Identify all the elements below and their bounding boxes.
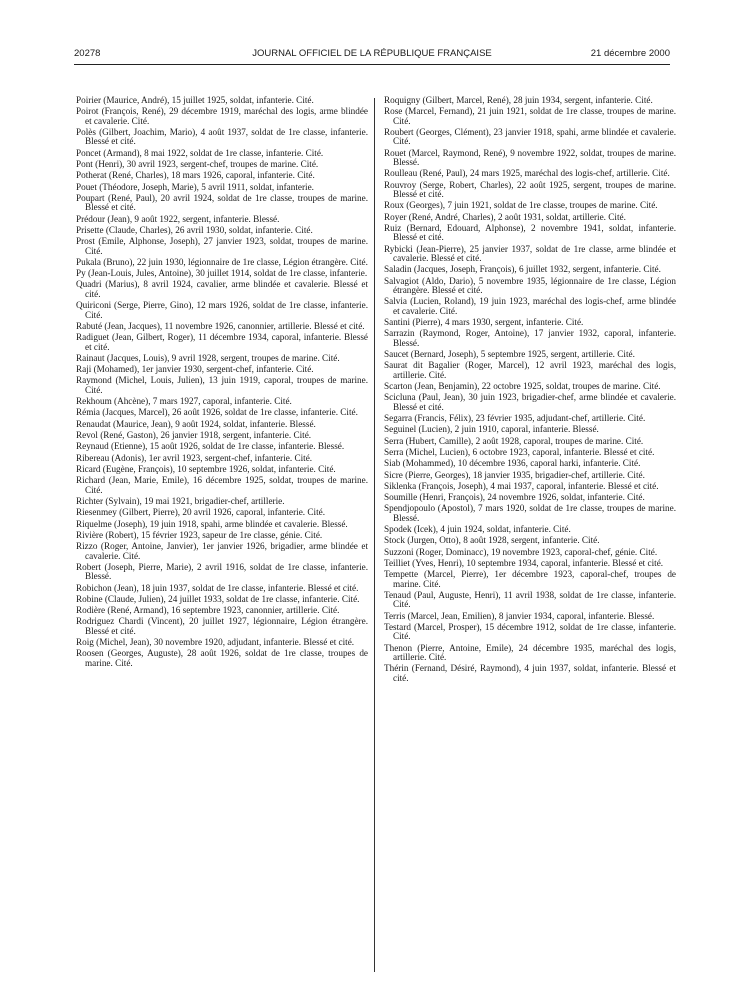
list-item: Roulleau (René, Paul), 24 mars 1925, maréchal des logis-chef, artillerie. Cité. — [384, 168, 670, 179]
list-item: Raymond (Michel, Louis, Julien), 13 juin 1919, caporal, troupes de marine. Cité. — [76, 375, 368, 395]
list-item: Serra (Hubert, Camille), 2 août 1928, caporal, troupes de marine. Cité. — [384, 435, 644, 446]
list-item: Prisette (Claude, Charles), 26 avril 1930, soldat, infanterie. Cité. — [76, 224, 313, 235]
list-item: Pouet (Théodore, Joseph, Marie), 5 avril 1911, soldat, infanterie. — [76, 181, 314, 192]
list-item: Ribereau (Adonis), 1er avril 1923, sergent-chef, infanterie. Cité. — [76, 452, 313, 463]
list-item: Salvagiot (Aldo, Dario), 5 novembre 1935, légionnaire de 1re classe, Légion étrangère. Blessé et cité. — [384, 275, 676, 296]
list-item: Sarrazin (Raymond, Roger, Antoine), 17 janvier 1932, caporal, infanterie. Blessé. — [384, 328, 676, 348]
list-item: Tenaud (Paul, Auguste, Henri), 11 avril 1938, soldat de 1re classe, infanterie. Cité. — [384, 590, 676, 610]
list-item: Prost (Emile, Alphonse, Joseph), 27 janvier 1923, soldat, troupes de marine. Cité. — [76, 236, 368, 256]
list-item: Roquigny (Gilbert, Marcel, René), 28 juin 1934, sergent, infanterie. Cité. — [384, 95, 653, 105]
list-item: Revol (René, Gaston), 26 janvier 1918, sergent, infanterie. Cité. — [76, 430, 312, 441]
list-item: Saucet (Bernard, Joseph), 5 septembre 1925, sergent, artillerie. Cité. — [384, 349, 635, 360]
list-item: Riquelme (Joseph), 19 juin 1918, spahi, arme blindée et cavalerie. Blessé. — [76, 518, 348, 529]
list-item: Raji (Mohamed), 1er janvier 1930, sergent-chef, infanterie. Cité. — [76, 364, 314, 375]
list-item: Radiguet (Jean, Gilbert, Roger), 11 décembre 1934, caporal, infanterie. Blessé et cité. — [76, 332, 368, 352]
list-item: Rodière (René, Armand), 16 septembre 1923, canonnier, artillerie. Cité. — [76, 605, 340, 616]
list-item: Rainaut (Jacques, Louis), 9 avril 1928, sergent, troupes de marine. Cité. — [76, 352, 340, 363]
list-item: Robert (Joseph, Pierre, Marie), 2 avril 1916, soldat de 1re classe, infanterie. Blessé. — [76, 561, 368, 582]
list-item: Potherat (René, Charles), 18 mars 1926, caporal, infanterie. Cité. — [76, 170, 315, 181]
list-item: Pont (Henri), 30 avril 1923, sergent-chef, troupes de marine. Cité. — [76, 159, 319, 169]
list-item: Poncet (Armand), 8 mai 1922, soldat de 1re classe, infanterie. Cité. — [76, 147, 324, 158]
list-item: Tempette (Marcel, Pierre), 1er décembre 1923, caporal-chef, troupes de marine. Cité. — [384, 569, 676, 589]
list-item: Prédour (Jean), 9 août 1922, sergent, infanterie. Blessé. — [76, 213, 280, 224]
list-item: Roosen (Georges, Auguste), 28 août 1926, soldat de 1re classe, troupes de marine. Cité. — [76, 648, 368, 668]
list-item: Py (Jean-Louis, Jules, Antoine), 30 juillet 1914, soldat de 1re classe, infanterie. — [76, 268, 368, 279]
list-item: Royer (René, André, Charles), 2 août 1931, soldat, artillerie. Cité. — [384, 211, 626, 222]
list-item: Rivière (Robert), 15 février 1923, sapeur de 1re classe, génie. Cité. — [76, 529, 323, 540]
list-item: Salvia (Lucien, Roland), 19 juin 1923, maréchal des logis-chef, arme blindée et cavalerie. Cité. — [384, 296, 676, 316]
list-item: Soumille (Henri, François), 24 novembre 1926, soldat, infanterie. Cité. — [384, 492, 645, 503]
journal-title: JOURNAL OFFICIEL DE LA RÉPUBLIQUE FRANÇAISE — [252, 48, 492, 59]
list-item: Reynaud (Etienne), 15 août 1926, soldat de 1re classe, infanterie. Blessé. — [76, 441, 345, 452]
list-item: Serra (Michel, Lucien), 6 octobre 1923, caporal, infanterie. Blessé et cité. — [384, 447, 655, 457]
column-divider — [374, 98, 375, 972]
list-item: Seguinel (Lucien), 2 juin 1910, caporal, infanterie. Blessé. — [384, 424, 599, 435]
list-item: Spendjopoulo (Apostol), 7 mars 1920, soldat de 1re classe, troupes de marine. Blessé. — [384, 503, 676, 523]
list-item: Rémia (Jacques, Marcel), 26 août 1926, soldat de 1re classe, infanterie. Cité. — [76, 407, 358, 418]
list-item: Polès (Gilbert, Joachim, Mario), 4 août 1937, soldat de 1re classe, infanterie. Blessé et cité. — [76, 127, 368, 147]
right-column — [384, 96, 676, 685]
list-item: Rose (Marcel, Fernand), 21 juin 1921, soldat de 1re classe, troupes de marine. Cité. — [384, 106, 676, 126]
header-rule — [74, 64, 670, 65]
list-item: Pukala (Bruno), 22 juin 1930, légionnaire de 1re classe, Légion étrangère. Cité. — [76, 256, 368, 267]
list-item: Scarton (Jean, Benjamin), 22 octobre 1925, soldat, troupes de marine. Cité. — [384, 381, 661, 392]
list-item: Scicluna (Paul, Jean), 30 juin 1923, brigadier-chef, arme blindée et cavalerie. Blessé et cité. — [384, 392, 676, 412]
list-item: Suzzoni (Roger, Dominacc), 19 novembre 1923, caporal-chef, génie. Cité. — [384, 546, 658, 557]
list-item: Saladin (Jacques, Joseph, François), 6 juillet 1932, sergent, infanterie. Cité. — [384, 264, 661, 275]
list-item: Sicre (Pierre, Georges), 18 janvier 1935, brigadier-chef, artillerie. Cité. — [384, 469, 645, 480]
list-item: Richard (Jean, Marie, Emile), 16 décembre 1925, soldat, troupes de marine. Cité. — [76, 475, 368, 495]
list-item: Quiriconi (Serge, Pierre, Gino), 12 mars 1926, soldat de 1re classe, infanterie. Cité. — [76, 300, 368, 320]
list-item: Roux (Georges), 7 juin 1921, soldat de 1re classe, troupes de marine. Cité. — [384, 200, 658, 211]
issue-date: 21 décembre 2000 — [590, 48, 670, 59]
list-item: Ricard (Eugène, François), 10 septembre 1926, soldat, infanterie. Cité. — [76, 463, 336, 474]
list-item: Spodek (Icek), 4 juin 1924, soldat, infanterie. Cité. — [384, 524, 571, 535]
left-column — [76, 96, 368, 670]
list-item: Riesenmey (Gilbert, Pierre), 20 avril 1926, caporal, infanterie. Cité. — [76, 507, 326, 518]
list-item: Rodriguez Chardi (Vincent), 20 juillet 1927, légionnaire, Légion étrangère. Blessé et cité. — [76, 616, 368, 636]
list-item: Rekhoum (Ahcène), 7 mars 1927, caporal, infanterie. Cité. — [76, 396, 292, 407]
list-item: Rabuté (Jean, Jacques), 11 novembre 1926, canonnier, artillerie. Blessé et cité. — [76, 320, 365, 331]
list-item: Roubert (Georges, Clément), 23 janvier 1918, spahi, arme blindée et cavalerie. Cité. — [384, 127, 676, 147]
list-item: Roig (Michel, Jean), 30 novembre 1920, adjudant, infanterie. Blessé et cité. — [76, 637, 355, 648]
list-item: Rybicki (Jean-Pierre), 25 janvier 1937, soldat de 1re classe, arme blindée et cavalerie. Blessé et cité. — [384, 243, 676, 264]
list-item: Rouvroy (Serge, Robert, Charles), 22 août 1925, sergent, troupes de marine. Blessé et cité. — [384, 179, 676, 200]
list-item: Saurat dit Bagalier (Roger, Marcel), 12 avril 1923, maréchal des logis, artillerie. Cité. — [384, 360, 676, 380]
list-item: Quadri (Marius), 8 avril 1924, cavalier, arme blindée et cavalerie. Blessé et cité. — [76, 279, 368, 299]
list-item: Poirot (François, René), 29 décembre 1919, maréchal des logis, arme blindée et cavalerie. Cité. — [76, 106, 368, 126]
list-item: Richter (Sylvain), 19 mai 1921, brigadier-chef, artillerie. — [76, 495, 285, 506]
list-item: Teilliet (Yves, Henri), 10 septembre 1934, caporal, infanterie. Blessé et cité. — [384, 558, 664, 569]
list-item: Renaudat (Maurice, Jean), 9 août 1924, soldat, infanterie. Blessé. — [76, 418, 316, 429]
page-number: 20278 — [74, 48, 101, 59]
list-item: Robine (Claude, Julien), 24 juillet 1933, soldat de 1re classe, infanterie. Cité. — [76, 593, 360, 604]
list-item: Terris (Marcel, Jean, Emilien), 8 janvier 1934, caporal, infanterie. Blessé. — [384, 610, 655, 621]
list-item: Siklenka (François, Joseph), 4 mai 1937, caporal, infanterie. Blessé et cité. — [384, 480, 659, 491]
list-item: Thenon (Pierre, Antoine, Emile), 24 décembre 1935, maréchal des logis, artillerie. Cité. — [384, 642, 676, 663]
list-item: Rizzo (Roger, Antoine, Janvier), 1er janvier 1926, brigadier, arme blindée et cavalerie. Cité. — [76, 541, 368, 561]
list-item: Poupart (René, Paul), 20 avril 1924, soldat de 1re classe, troupes de marine. Blessé et cité. — [76, 192, 368, 213]
list-item: Segarra (Francis, Félix), 23 février 1935, adjudant-chef, artillerie. Cité. — [384, 413, 646, 424]
list-item: Thérin (Fernand, Désiré, Raymond), 4 juin 1937, soldat, infanterie. Blessé et cité. — [384, 663, 676, 683]
list-item: Santini (Pierre), 4 mars 1930, sergent, infanterie. Cité. — [384, 317, 584, 328]
list-item: Robichon (Jean), 18 juin 1937, soldat de 1re classe, infanterie. Blessé et cité. — [76, 582, 359, 593]
list-item: Testard (Marcel, Prosper), 15 décembre 1912, soldat de 1re classe, infanterie. Cité. — [384, 622, 676, 642]
list-item: Rouet (Marcel, Raymond, René), 9 novembre 1922, soldat, troupes de marine. Blessé. — [384, 147, 676, 168]
list-item: Ruiz (Bernard, Edouard, Alphonse), 2 novembre 1941, soldat, infanterie. Blessé et cité. — [384, 223, 676, 243]
page-header — [74, 48, 670, 62]
list-item: Stock (Jurgen, Otto), 8 août 1928, sergent, infanterie. Cité. — [384, 535, 600, 546]
list-item: Poirier (Maurice, André), 15 juillet 1925, soldat, infanterie. Cité. — [76, 95, 314, 105]
list-item: Siab (Mohammed), 10 décembre 1936, caporal harki, infanterie. Cité. — [384, 458, 641, 469]
